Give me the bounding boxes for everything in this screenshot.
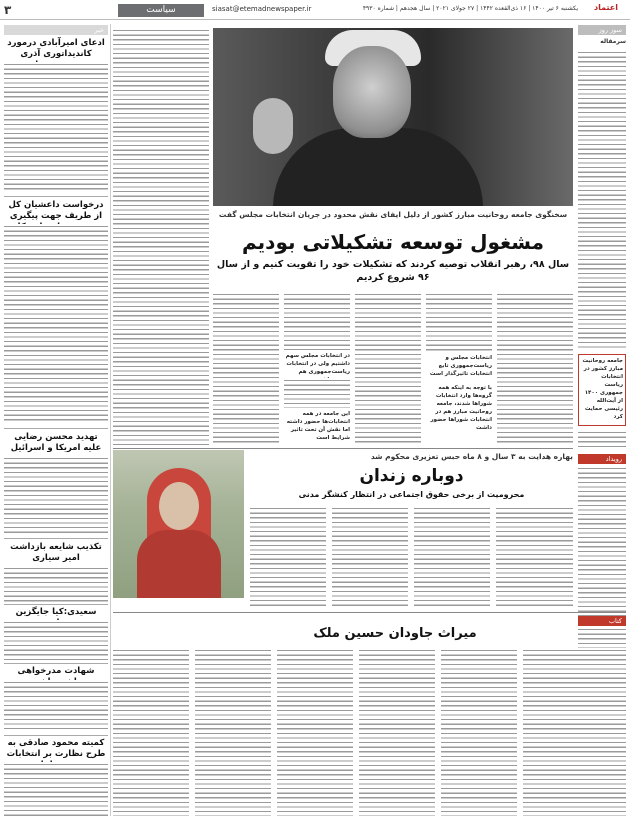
page-number: ۳ — [4, 3, 12, 17]
photo-body — [137, 530, 221, 598]
divider — [4, 428, 108, 429]
main-story-col-1 — [213, 292, 279, 444]
right-bottom-label: رویداد — [578, 454, 626, 464]
divider — [4, 196, 108, 197]
left-brief-4-body — [4, 566, 108, 602]
story3-col-5 — [441, 648, 517, 816]
photo-face — [333, 46, 411, 138]
story2-col-2 — [332, 506, 408, 606]
photo-face — [159, 482, 199, 530]
main-story-quote-3: در انتخابات مجلس سهم داشتیم ولی در انتخابات ریاست‌جمهوری هم — [285, 353, 350, 375]
story2-kicker: بهاره هدایت به ۳ سال و ۸ ماه حبس تعزیری محکوم شد — [370, 452, 573, 461]
left-headline-7: کمیته محمود صادقی به طرح نظارت بر انتخابات — [6, 738, 106, 759]
main-story-kicker: سخنگوی جامعه روحانیت مبارز کشور از دلیل ایفای نقش محدود در جریان انتخابات مجلس گفت — [218, 210, 568, 219]
photo-robe — [273, 128, 483, 206]
left-brief-3-body — [4, 456, 108, 536]
right-section-label: سوز روز — [578, 25, 626, 35]
story2-photo — [113, 450, 244, 598]
story2-col-4 — [496, 506, 573, 606]
photo-hand — [253, 98, 293, 154]
left-brief-2-body — [4, 224, 108, 424]
story3-section-label: کتاب — [578, 616, 626, 626]
main-story-col-2b — [284, 378, 350, 408]
story2-col-1 — [250, 506, 326, 606]
left-brief-6-body — [4, 680, 108, 732]
story3-col-1 — [113, 648, 189, 816]
editorial-body-continued — [578, 430, 626, 450]
left-headline-5: سعیدی:کیا جایگزین — [15, 607, 97, 617]
story3-col-2 — [195, 648, 271, 816]
divider — [4, 663, 108, 664]
story2-headline: دوباره زندان — [359, 466, 464, 486]
main-story-col-2 — [284, 292, 350, 350]
left-headline-2: درخواست داعشیان کل از طریف جهت پیگیری — [8, 200, 104, 221]
editorial-highlight-box: جامعه روحانیت مبارز کشور در انتخابات ریاست جمهوری ۱۴۰۰ از آیت‌الله رئیسی حمایت کرد — [578, 354, 626, 426]
left-brief-7-body — [4, 762, 108, 816]
story3-col-6 — [523, 648, 626, 816]
left-headline-3: تهدید محسن رضایی علیه امریکا و اسرائیل — [10, 432, 102, 453]
website-email: siasat@etemadnewspaper.ir — [212, 5, 312, 13]
divider — [4, 604, 108, 605]
story3-headline: میراث جاودان حسین ملک — [313, 626, 477, 641]
column-divider — [110, 24, 111, 816]
left-headline-1: ادعای امیرآبادی درمورد کاندیداتوری آذری — [7, 38, 105, 59]
left-brief-1-body — [4, 62, 108, 192]
editorial-byline: سرمقاله — [600, 38, 626, 45]
left-headline-4: تکذیب شایعه بازداشت امیر سیاری — [10, 542, 102, 563]
main-story-quote-1: انتخابات مجلس و ریاست‌جمهوری تابع انتخابات تاثیرگذار است — [429, 355, 492, 377]
main-story-left-column — [113, 28, 209, 446]
main-story-photo — [213, 28, 573, 206]
story2-subheadline: محرومیت از برخی حقوق اجتماعی در انتظار کنشگر مدنی — [298, 490, 525, 499]
section-label: سیاست — [118, 4, 204, 17]
main-story-quote-4: این جامعه در همه انتخابات‌ها حضور داشته اما نقش آن تحت تاثیر شرایط است — [286, 411, 350, 441]
story3-col-4 — [359, 648, 435, 816]
main-story-headline: مشغول توسعه تشکیلاتی بودیم — [241, 230, 545, 254]
editorial-body — [578, 50, 626, 350]
left-brief-5-body — [4, 620, 108, 660]
main-story-subheadline: سال ۹۸، رهبر انقلاب توصیه کردند که تشکیلات خود را تقویت کنیم و از سال ۹۶ شروع کردیم — [216, 259, 570, 283]
divider — [4, 735, 108, 736]
story2-col-3 — [414, 506, 490, 606]
left-headline-6: شهادت مدرخواهی — [17, 666, 95, 676]
main-story-quote-2: با توجه به اینکه همه گروه‌ها وارد انتخابات شوراها شدند، جامعه روحانیت مبارز هم در انتخابات شوراها حضور داشت — [430, 385, 492, 431]
left-section-label: خبر — [4, 25, 108, 35]
divider — [4, 538, 108, 539]
main-story-col-5 — [497, 292, 573, 444]
newspaper-logo: اعتماد — [594, 3, 618, 12]
divider — [113, 612, 626, 613]
divider — [113, 448, 573, 449]
dateline: یکشنبه ۶ تیر ۱۴۰۰ | ۱۶ ذی‌القعده ۱۴۴۲ | ۲۷ جولای ۲۰۲۱ | سال هجدهم | شماره ۴۹۳۰ — [362, 5, 578, 12]
main-story-col-4 — [426, 292, 492, 352]
main-story-col-3 — [355, 292, 421, 444]
story3-col-3 — [277, 648, 353, 816]
